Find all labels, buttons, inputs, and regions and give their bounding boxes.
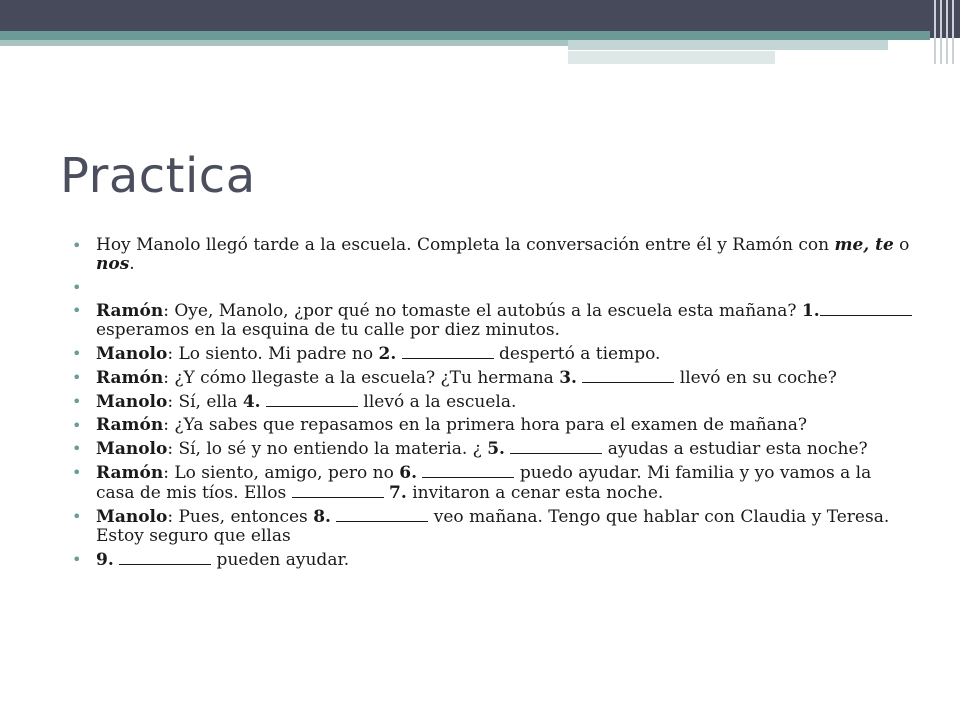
answer-blank[interactable] <box>422 463 514 478</box>
bullet-item <box>72 301 912 340</box>
pronoun-option: me, te <box>834 235 894 255</box>
bold-text: 3. <box>559 368 577 388</box>
bold-text: Ramón <box>96 415 164 435</box>
text-segment: : Pues, entonces <box>167 507 314 527</box>
bullet-item <box>72 416 912 435</box>
bold-text: 7. <box>389 483 407 503</box>
answer-blank[interactable] <box>292 483 384 498</box>
answer-blank[interactable] <box>820 301 912 316</box>
text-segment: llevó a la escuela. <box>358 392 517 412</box>
text-segment: : Lo siento, amigo, pero no <box>163 463 400 483</box>
text-segment: . <box>129 254 135 274</box>
text-segment: puedo ayudar. Mi familia y yo vamos a la casa de mis tíos. Ellos <box>96 463 872 503</box>
bold-text: Manolo <box>96 392 168 412</box>
bullet-item <box>72 439 912 459</box>
bullet-item <box>72 507 912 546</box>
bold-text: Ramón <box>96 368 164 388</box>
bullet-item <box>72 368 912 388</box>
bold-text: Manolo <box>96 439 168 459</box>
text-segment: : ¿Y cómo llegaste a la escuela? ¿Tu hermana <box>163 368 560 388</box>
slide-title: Practica <box>60 148 256 204</box>
bold-text: 9. <box>96 550 114 570</box>
answer-blank[interactable] <box>266 392 358 407</box>
text-segment: esperamos en la esquina de tu calle por diez minutos. <box>96 320 560 340</box>
bullet-item-empty <box>72 278 912 297</box>
answer-blank[interactable] <box>336 507 428 522</box>
bullet-item <box>72 550 912 570</box>
header-corner-lines <box>930 0 960 64</box>
text-segment: llevó en su coche? <box>674 368 837 388</box>
text-segment: pueden ayudar. <box>211 550 350 570</box>
bold-text: Ramón <box>96 463 164 483</box>
text-segment: : Sí, lo sé y no entiendo la materia. ¿ <box>167 439 488 459</box>
answer-blank[interactable] <box>402 344 494 359</box>
bold-text: 4. <box>242 392 261 412</box>
pronoun-option: nos <box>96 254 130 274</box>
header-band-dark <box>0 31 930 40</box>
bold-text: 1. <box>801 301 820 321</box>
bold-text: Manolo <box>96 344 168 364</box>
bullet-item <box>72 392 912 412</box>
bullet-item <box>72 236 912 274</box>
text-segment: o <box>893 235 910 255</box>
bold-text: 2. <box>378 344 397 364</box>
bullet-item <box>72 463 912 503</box>
text-segment: invitaron a cenar esta noche. <box>406 483 664 503</box>
text-segment: : ¿Ya sabes que repasamos en la primera hora para el examen de mañana? <box>163 415 808 435</box>
header-band-light <box>0 40 568 46</box>
text-segment: Hoy Manolo llegó tarde a la escuela. Completa la conversación entre él y Ramón con <box>96 235 835 255</box>
text-segment: despertó a tiempo. <box>493 344 661 364</box>
answer-blank[interactable] <box>582 368 674 383</box>
bold-text: 5. <box>487 439 505 459</box>
bold-text: 6. <box>399 463 418 483</box>
bold-text: 8. <box>313 507 331 527</box>
text-segment: : Sí, ella <box>167 392 243 412</box>
bold-text: Manolo <box>96 507 168 527</box>
bold-text: Ramón <box>96 301 164 321</box>
text-segment: : Lo siento. Mi padre no <box>167 344 379 364</box>
answer-blank[interactable] <box>510 439 602 454</box>
bullet-item <box>72 344 912 364</box>
exercise-list <box>72 236 912 574</box>
text-segment: : Oye, Manolo, ¿por qué no tomaste el autobús a la escuela esta mañana? <box>163 301 802 321</box>
answer-blank[interactable] <box>119 550 211 565</box>
text-segment: ayudas a estudiar esta noche? <box>602 439 868 459</box>
text-segment: veo mañana. Tengo que hablar con Claudia y Teresa. Estoy seguro que ellas <box>96 507 890 546</box>
header-band-thin <box>568 51 775 64</box>
